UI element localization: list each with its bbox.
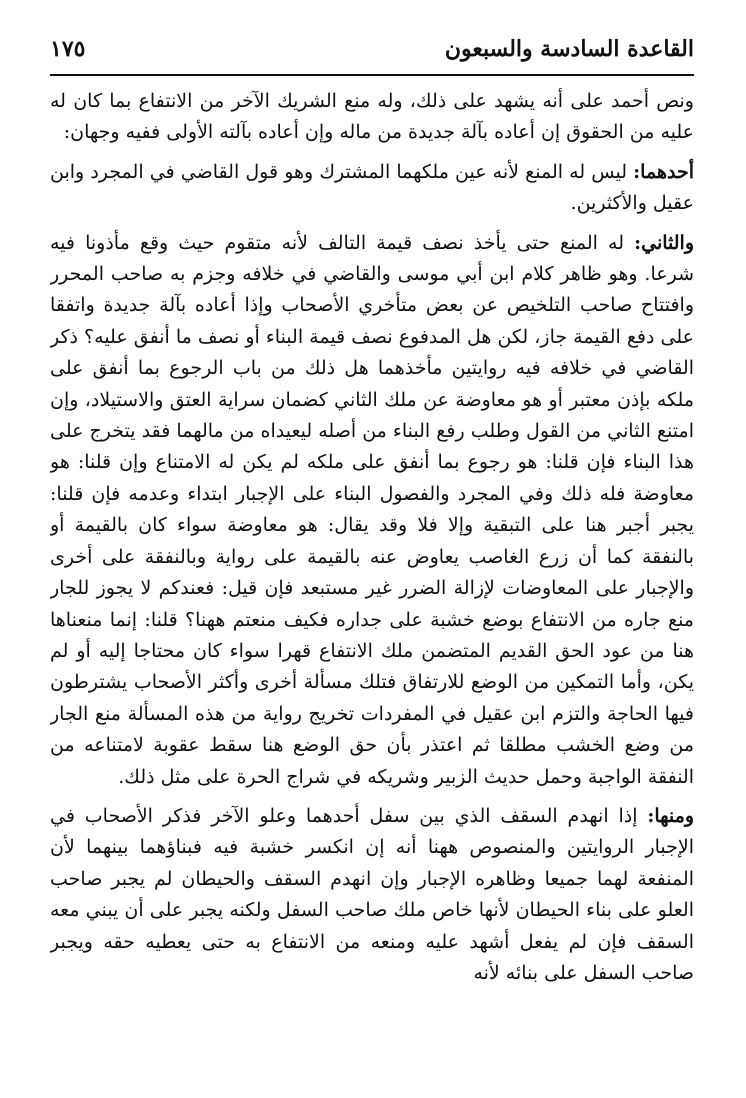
running-title: القاعدة السادسة والسبعون	[444, 36, 694, 62]
paragraph	[50, 228, 694, 793]
paragraph-text: له المنع حتى يأخذ نصف قيمة التالف لأنه متقوم حيث وقع مأذونا فيه شرعا. وهو ظاهر كلام ابن أبي موسى والقاضي في خلافه وجزم به صاحب المحرر وافتتاح صاحب التلخيص عن بعض متأخري الأصحاب وإذا أعاده بآلة جديدة واتفقا على دفع القيمة جاز، لكن هل المدفوع نصف قيمة البناء أو نصف ما أنفق عليه؟ ذكر القاضي في خلافه فيه روايتين مأخذهما هل ذلك من باب الرجوع بما أنفق على ملكه بإذن معتبر أو هو معاوضة عن ملك الثاني كضمان سراية العتق والاستيلاد، وإن امتنع الثاني من القول وطلب رفع البناء من أصله ليعيداه من مالهما فقد يتخرج على هذا البناء فإن قلنا: هو رجوع بما أنفق على ملكه لم يكن له الامتناع وإن قلنا: هو معاوضة فله ذلك وفي المجرد والفصول البناء على الإجبار ابتداء وعدمه فإن قلنا: يجبر أجبر هنا على التبقية وإلا فلا وقد يقال: هو معاوضة سواء كان بالقيمة أو بالنفقة كما أن زرع الغاصب يعاوض عنه بالقيمة على رواية وبالنفقة على أخرى والإجبار على المعاوضات لإزالة الضرر غير مستبعد فإن قيل: فعندكم لا يجوز للجار منع جاره من الانتفاع بوضع خشبة على جداره فكيف منعتم ههنا؟ قلنا: إنما منعناها هنا من عود الحق القديم المتضمن ملك الانتفاع قهرا سواء كان محتاجا إليه أو لم يكن، وأما التمكين من الوضع للارتفاق فتلك مسألة أخرى وأكثر الأصحاب يشترطون فيها الحاجة والتزم ابن عقيل في المفردات تخريج رواية من هذه المسألة منع الجار من وضع الخشب مطلقا ثم اعتذر بأن حق الوضع هنا سقط عقوبة لامتناعه من النفقة الواجبة وحمل حديث الزبير وشريكه في شراج الحرة على مثل ذلك.	[50, 231, 694, 788]
paragraph-label: ومنها:	[647, 804, 694, 827]
paragraph-text: ونص أحمد على أنه يشهد على ذلك، وله منع الشريك الآخر من الانتفاع بما كان له عليه من الحقوق إن أعاده بآلة جديدة من ماله وإن أعاده بآلته الأولى ففيه وجهان:	[50, 90, 694, 144]
paragraph-text: ليس له المنع لأنه عين ملكهما المشترك وهو قول القاضي في المجرد وابن عقيل والأكثرين.	[50, 160, 694, 215]
page-number: ١٧٥	[50, 36, 86, 62]
paragraph-text: إذا انهدم السقف الذي بين سفل أحدهما وعلو الآخر فذكر الأصحاب في الإجبار الروايتين والمنصوص ههنا أنه إن انكسر خشبة فيه فبناؤهما بينهما لأن المنفعة لهما جميعا وظاهره الإجبار وإن انهدم السقف والحيطان لم يجبر صاحب العلو على بناء الحيطان لأنها خاص ملك صاحب السفل ولكنه يجبر على أن يبني معه السقف فإن لم يفعل أشهد عليه ومنعه من الانتفاع به حتى يعطيه حقه ويجبر صاحب السفل على بنائه لأنه	[50, 804, 694, 984]
paragraph	[50, 86, 694, 149]
paragraph-label: والثاني:	[634, 231, 694, 254]
page-header	[50, 30, 694, 74]
paragraph	[50, 157, 694, 220]
paragraph-label: أحدهما:	[633, 160, 694, 183]
paragraph	[50, 801, 694, 989]
header-rule	[50, 74, 694, 76]
body-text	[50, 86, 694, 1084]
